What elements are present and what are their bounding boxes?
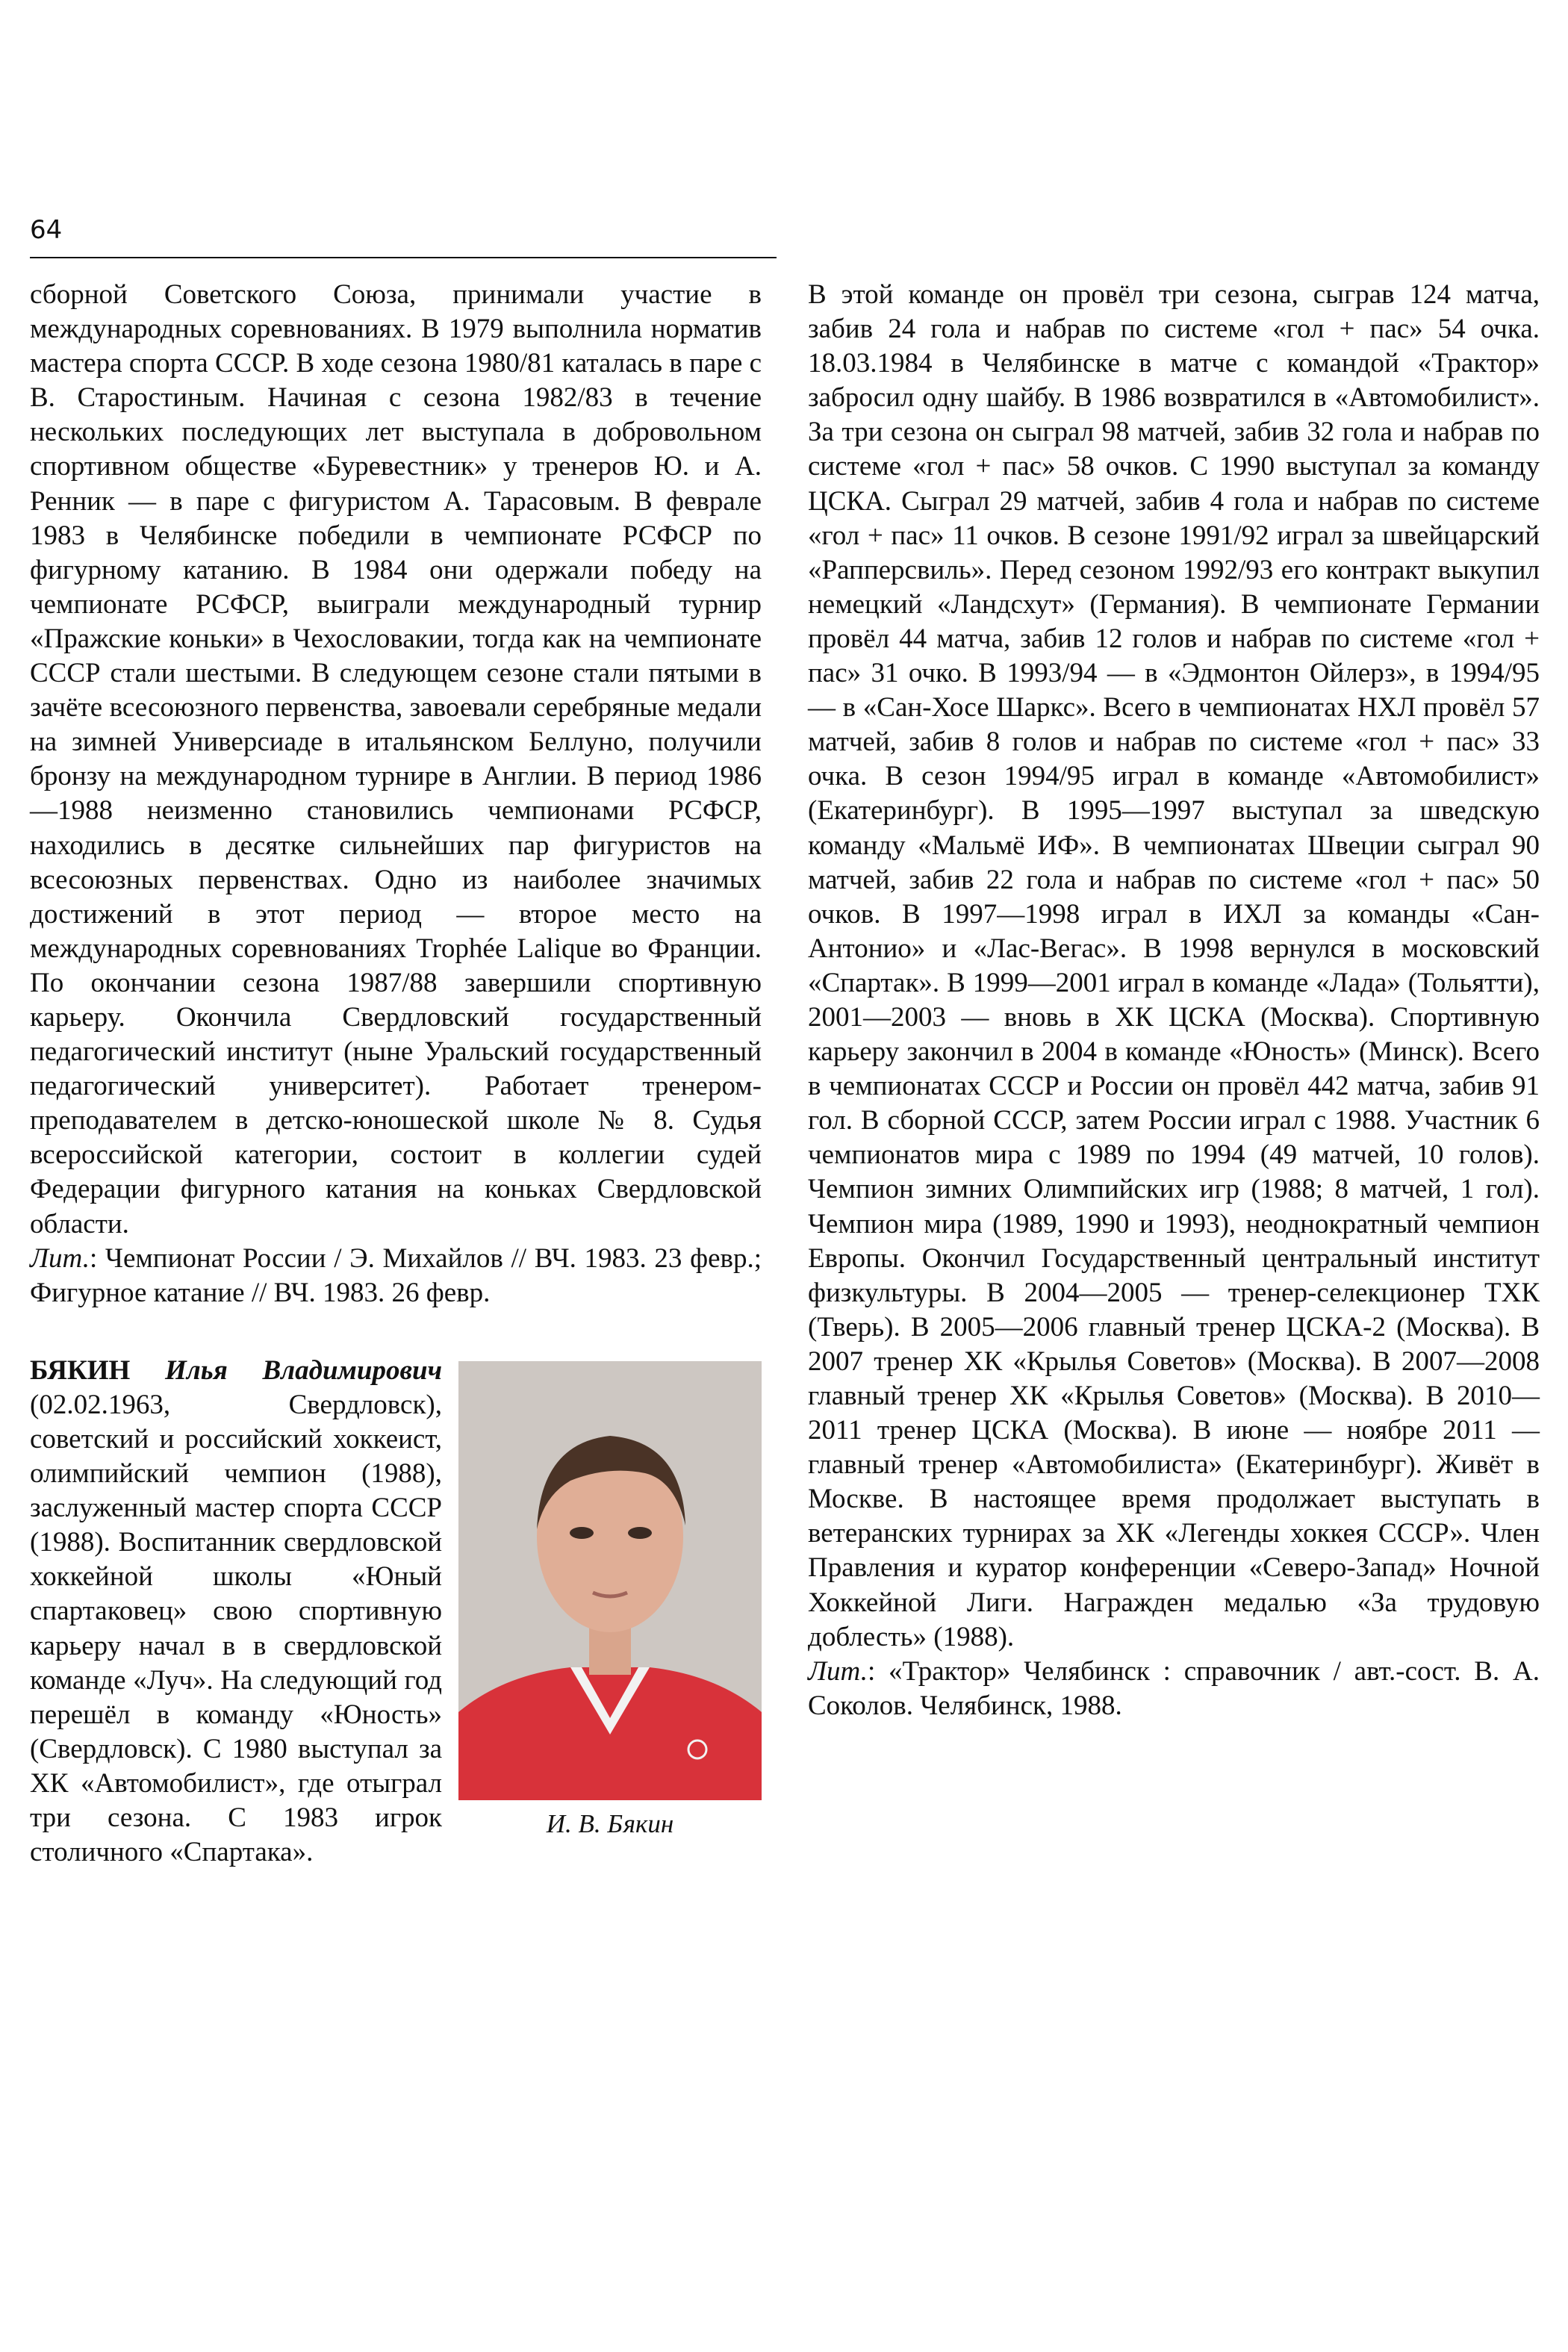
entry-intro-text: (02.02.1963, Свердловск), советский и российский хоккеист, олимпийский чемпион (1988), заслуженный мастер спорта СССР (1988). Воспитанник свердловской хоккейной школы «Юный спартаковец» свою спортивную карьеру начал в в свердловской команде «Луч». На следующий год перешёл в команду «Юность» (Свердловск). С 1980 выступал за ХК «Автомобилист», где отыграл три сезона. С 1983 игрок столичного «Спартака». bbox=[30, 1389, 442, 1868]
portrait-photo bbox=[458, 1361, 762, 1800]
page-number: 64 bbox=[30, 215, 63, 245]
literature-text: : «Трактор» Челябинск : справочник / авт.-сост. В. А. Соколов. Челябинск, 1988. bbox=[808, 1655, 1540, 1721]
literature-note bbox=[30, 1242, 762, 1310]
header-rule bbox=[30, 257, 777, 258]
entry-surname: БЯКИН bbox=[30, 1354, 131, 1386]
photo-caption: И. В. Бякин bbox=[546, 1808, 674, 1838]
biography-entry bbox=[30, 1354, 762, 1870]
left-column bbox=[30, 278, 762, 1870]
entry-given-names: Илья Владимирович bbox=[165, 1354, 443, 1386]
biography-continuation: В этой команде он провёл три сезона, сыграв 124 матча, забив 24 гола и набрав по системе «гол + пас» 54 очка. 18.03.1984 в Челябинске в матче с командой «Трактор» забросил одну шайбу. В 1986 возвратился в «Автомобилист». За три сезона он сыграл 98 матчей, забив 32 гола и набрав по системе «гол + пас» 58 очков. С 1990 выступал за команду ЦСКА. Сыграл 29 матчей, забив 4 гола и набрав по системе «гол + пас» 11 очков. В сезоне 1991/92 играл за швейцарский «Рапперсвиль». Перед сезоном 1992/93 его контракт выкупил немецкий «Ландсхут» (Германия). В чемпионате Германии провёл 44 матча, забив 12 голов и набрав по системе «гол + пас» 31 очко. В 1993/94 — в «Эдмонтон Ойлерз», в 1994/95 — в «Сан-Хосе Шаркс». Всего в чемпионатах НХЛ провёл 57 матчей, забив 8 голов и набрав по системе «гол + пас» 33 очка. В сезон 1994/95 играл в команде «Автомобилист» (Екатеринбург). В 1995—1997 выступал за шведскую команду «Мальмё ИФ». В чемпионатах Швеции сыграл 90 матчей, забив 22 гола и набрав по системе «гол + пас» 50 очков. В 1997—1998 играл в ИХЛ за команды «Сан-Антонио» и «Лас-Вегас». В 1998 вернулся в московский «Спартак». В 1999—2001 играл в команде «Лада» (Тольятти), 2001—2003 — вновь в ХК ЦСКА (Москва). Спортивную карьеру закончил в 2004 в команде «Юность» (Минск). Всего в чемпионатах СССР и России он провёл 442 матча, забив 91 гол. В сборной СССР, затем России играл с 1988. Участник 6 чемпионатов мира с 1989 по 1994 (49 матчей, 10 голов). Чемпион зимних Олимпийских игр (1988; 8 матчей, 1 гол). Чемпион мира (1989, 1990 и 1993), неоднократный чемпион Европы. Окончил Государственный центральный институт физкультуры. В 2004—2005 — тренер-селекционер ТХК (Тверь). В 2005—2006 главный тренер ЦСКА-2 (Москва). В 2007 тренер ХК «Крылья Советов» (Москва). В 2007—2008 главный тренер ХК «Крылья Советов» (Москва). В 2010—2011 тренер ЦСКА (Москва). В июне — ноябре 2011 — главный тренер «Автомобилиста» (Екатеринбург). Живёт в Москве. В настоящее время продолжает выступать в ветеранских турнирах за ХК «Легенды хоккея СССР». Член Правления и куратор конференции «Северо-Запад» Ночной Хоккейной Лиги. Награжден медалью «За трудовую доблесть» (1988). bbox=[808, 279, 1540, 1652]
literature-note bbox=[808, 1655, 1540, 1723]
literature-text: : Чемпионат России / Э. Михайлов // ВЧ. 1983. 23 февр.; Фигурное катание // ВЧ. 1983. 26 февр. bbox=[30, 1242, 762, 1308]
literature-label: Лит. bbox=[808, 1655, 868, 1687]
literature-label: Лит. bbox=[30, 1242, 90, 1274]
continuation-paragraph: сборной Советского Союза, принимали участие в международных соревнованиях. В 1979 выполнила норматив мастера спорта СССР. В ходе сезона 1980/81 каталась в паре с В. Старостиным. Начиная с сезона 1982/83 в течение нескольких последующих лет выступала в добровольном спортивном обществе «Буревестник» у тренеров Ю. и А. Ренник — в паре с фигуристом А. Тарасовым. В феврале 1983 в Челябинске победили в чемпионате РСФСР по фигурному катанию. В 1984 они одержали победу на чемпионате РСФСР, выиграли международный турнир «Пражские коньки» в Чехословакии, тогда как на чемпионате СССР стали шестыми. В следующем сезоне стали пятыми в зачёте всесоюзного первенства, завоевали серебряные медали на зимней Универсиаде в итальянском Беллуно, получили бронзу на международном турнире в Англии. В период 1986—1988 неизменно становились чемпионами РСФСР, находились в десятке сильнейших пар фигуристов на всесоюзных первенствах. Одно из наиболее значимых достижений в этот период — второе место на международных соревнованиях Trophée Lalique во Франции. По окончании сезона 1987/88 завершили спортивную карьеру. Окончила Свердловский государственный педагогический институт (ныне Уральский государственный педагогический университет). Работает тренером-преподавателем в детско-юношеской школе № 8. Судья всероссийской категории, состоит в коллегии судей Федерации фигурного катания на коньках Свердловской области. bbox=[30, 279, 762, 1239]
right-column bbox=[808, 278, 1540, 1723]
portrait-figure bbox=[458, 1361, 762, 1841]
